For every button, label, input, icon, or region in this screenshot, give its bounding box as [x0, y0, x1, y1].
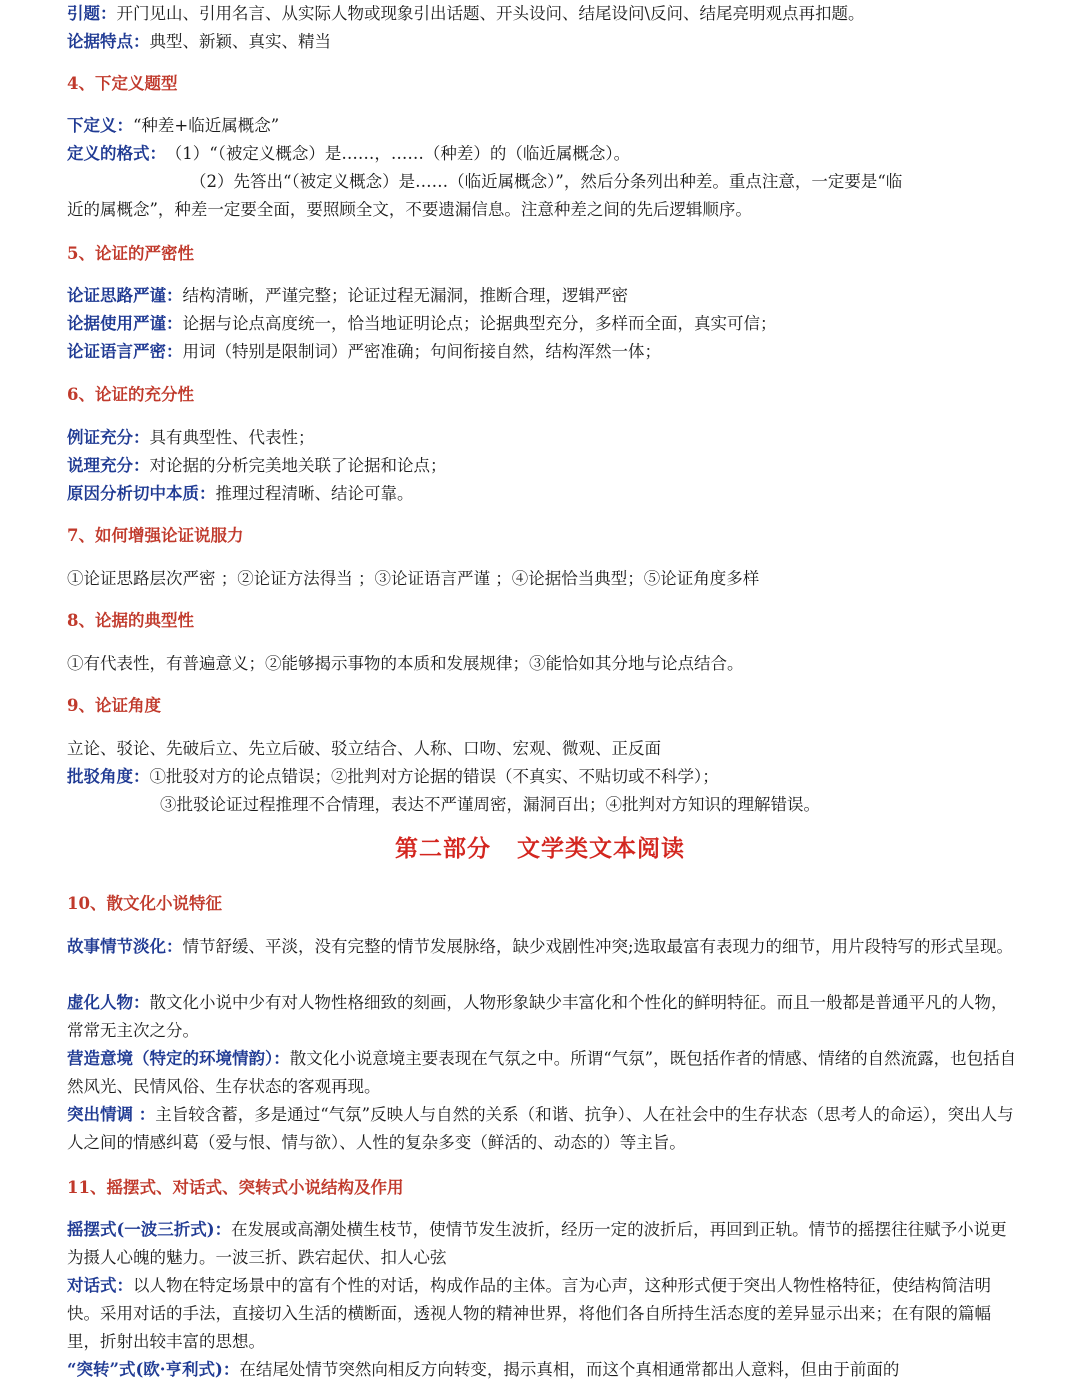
section-line: 立论、驳论、先破后立、先立后破、驳立结合、人称、口吻、宏观、微观、正反面 — [67, 739, 661, 758]
term-text: 结构清晰，严谨完整；论证过程无漏洞，推断合理，逻辑严密 — [182, 286, 628, 305]
paragraph — [67, 1216, 1020, 1272]
paragraph — [67, 1101, 1020, 1157]
section-heading: 7、如何增强论证说服力 — [67, 526, 244, 545]
term-label: 定义的格式： — [67, 144, 166, 163]
section-line — [67, 452, 1020, 480]
term-text: “种差+临近属概念” — [133, 116, 280, 135]
term-text: 在发展或高潮处横生枝节，使情节发生波折，经历一定的波折后，再回到正轨。情节的摇摆往往赋予小说更为摄人心魄的魅力。一波三折、跌宕起伏、扣人心弦 — [67, 1220, 1007, 1267]
term-text: 典型、新颖、真实、精当 — [149, 32, 331, 51]
term-text: 用词（特别是限制词）严密准确；句间衔接自然，结构浑然一体； — [182, 342, 661, 361]
term-label: 突出情调 ： — [67, 1105, 156, 1124]
term-label: 论证思路严谨： — [67, 286, 183, 305]
section-line — [67, 140, 1020, 168]
part-title: 文学类文本阅读 — [517, 836, 685, 862]
term-label: 说理充分： — [67, 456, 150, 475]
term-text: ①批驳对方的论点错误；②批判对方论据的错误（不真实、不贴切或不科学）； — [149, 767, 719, 786]
term-label: 论证语言严密： — [67, 342, 183, 361]
term-text: 散文化小说中少有对人物性格细致的刻画，人物形象缺少丰富化和个性化的鲜明特征。而且一般都是普通平凡的人物，常常无主次之分。 — [67, 993, 1008, 1040]
term-label: 虚化人物： — [67, 993, 150, 1012]
term-label: “突转”式(欧·亨利式)： — [67, 1360, 240, 1379]
term-text: 推理过程清晰、结论可靠。 — [215, 484, 414, 503]
intro-line — [67, 0, 1020, 28]
term-label: 引题： — [67, 4, 117, 23]
section-heading: 8、论据的典型性 — [67, 611, 194, 630]
section-line: （2）先答出“（被定义概念）是……（临近属概念）”，然后分条列出种差。重点注意，一定要是“临 — [190, 172, 903, 191]
paragraph — [67, 1045, 1020, 1101]
paragraph — [67, 989, 1020, 1045]
section-line: ①有代表性，有普遍意义；②能够揭示事物的本质和发展规律；③能恰如其分地与论点结合。 — [67, 654, 744, 673]
term-label: 下定义： — [67, 116, 133, 135]
part-heading — [0, 830, 1080, 863]
paragraph — [67, 1272, 1020, 1356]
term-text: 开门见山、引用名言、从实际人物或现象引出话题、开头设问、结尾设问\反问、结尾亮明观点再扣题。 — [116, 4, 865, 23]
term-label: 论据使用严谨： — [67, 314, 183, 333]
section-line: ③批驳论证过程推理不合情理，表达不严谨周密，漏洞百出；④批判对方知识的理解错误。 — [160, 795, 820, 814]
section-line: 近的属概念”，种差一定要全面，要照顾全文，不要遗漏信息。注意种差之间的先后逻辑顺序。 — [67, 200, 752, 219]
term-text: 论据与论点高度统一，恰当地证明论点；论据典型充分，多样而全面，真实可信； — [182, 314, 777, 333]
paragraph — [67, 1356, 1020, 1384]
section-line — [67, 424, 1020, 452]
section-line — [67, 480, 1020, 508]
term-text: 以人物在特定场景中的富有个性的对话，构成作品的主体。言为心声，这种形式便于突出人物性格特征，使结构简洁明快。采用对话的手法，直接切入生活的横断面，透视人物的精神世界，将他们各自所持生活态度的差异显示出来；在有限的篇幅里，折射出较丰富的思想。 — [67, 1276, 991, 1351]
section-heading: 9、论证角度 — [67, 696, 161, 715]
term-text: 主旨较含蓄，多是通过“气氛”反映人与自然的关系（和谐、抗争）、人在社会中的生存状态（思考人的命运），突出人与人之间的情感纠葛（爱与恨、情与欲）、人性的复杂多变（鲜活的、动态的）等主旨。 — [67, 1105, 1014, 1152]
part-prefix: 第二部分 — [395, 836, 491, 862]
section-line — [67, 310, 1020, 338]
term-text: （1）“（被定义概念）是……，……（种差）的（临近属概念）。 — [174, 144, 631, 163]
term-text: 对论据的分析完美地关联了论据和论点； — [149, 456, 447, 475]
section-line: ①论证思路层次严密 ；②论证方法得当 ；③论证语言严谨 ；④论据恰当典型；⑤论证角度多样 — [67, 569, 760, 588]
term-label: 故事情节淡化： — [67, 937, 183, 956]
intro-line — [67, 28, 1020, 56]
section-line — [67, 112, 1020, 140]
term-label: 原因分析切中本质： — [67, 484, 216, 503]
term-label: 论据特点： — [67, 32, 150, 51]
term-text: 情节舒缓、平淡，没有完整的情节发展脉络，缺少戏剧性冲突;选取最富有表现力的细节，用片段特写的形式呈现。 — [182, 937, 1014, 956]
section-heading: 10、散文化小说特征 — [67, 894, 222, 913]
term-label: 摇摆式(一波三折式)： — [67, 1220, 232, 1239]
term-label: 对话式： — [67, 1276, 133, 1295]
section-heading: 11、摇摆式、对话式、突转式小说结构及作用 — [67, 1178, 404, 1197]
section-line — [67, 763, 1020, 791]
section-line — [67, 338, 1020, 366]
term-text: 具有典型性、代表性； — [149, 428, 315, 447]
term-text: 散文化小说意境主要表现在气氛之中。所谓“气氛”，既包括作者的情感、情绪的自然流露，也包括自然风光、民情风俗、生存状态的客观再现。 — [67, 1049, 1017, 1096]
section-heading: 4、下定义题型 — [67, 74, 178, 93]
term-label: 例证充分： — [67, 428, 150, 447]
term-label: 批驳角度： — [67, 767, 150, 786]
section-heading: 6、论证的充分性 — [67, 385, 194, 404]
section-line — [67, 282, 1020, 310]
section-heading: 5、论证的严密性 — [67, 244, 194, 263]
term-label: 营造意境（特定的环境情韵）： — [67, 1049, 290, 1068]
paragraph — [67, 933, 1020, 961]
term-text: 在结尾处情节突然向相反方向转变，揭示真相，而这个真相通常都出人意料，但由于前面的 — [239, 1360, 900, 1379]
